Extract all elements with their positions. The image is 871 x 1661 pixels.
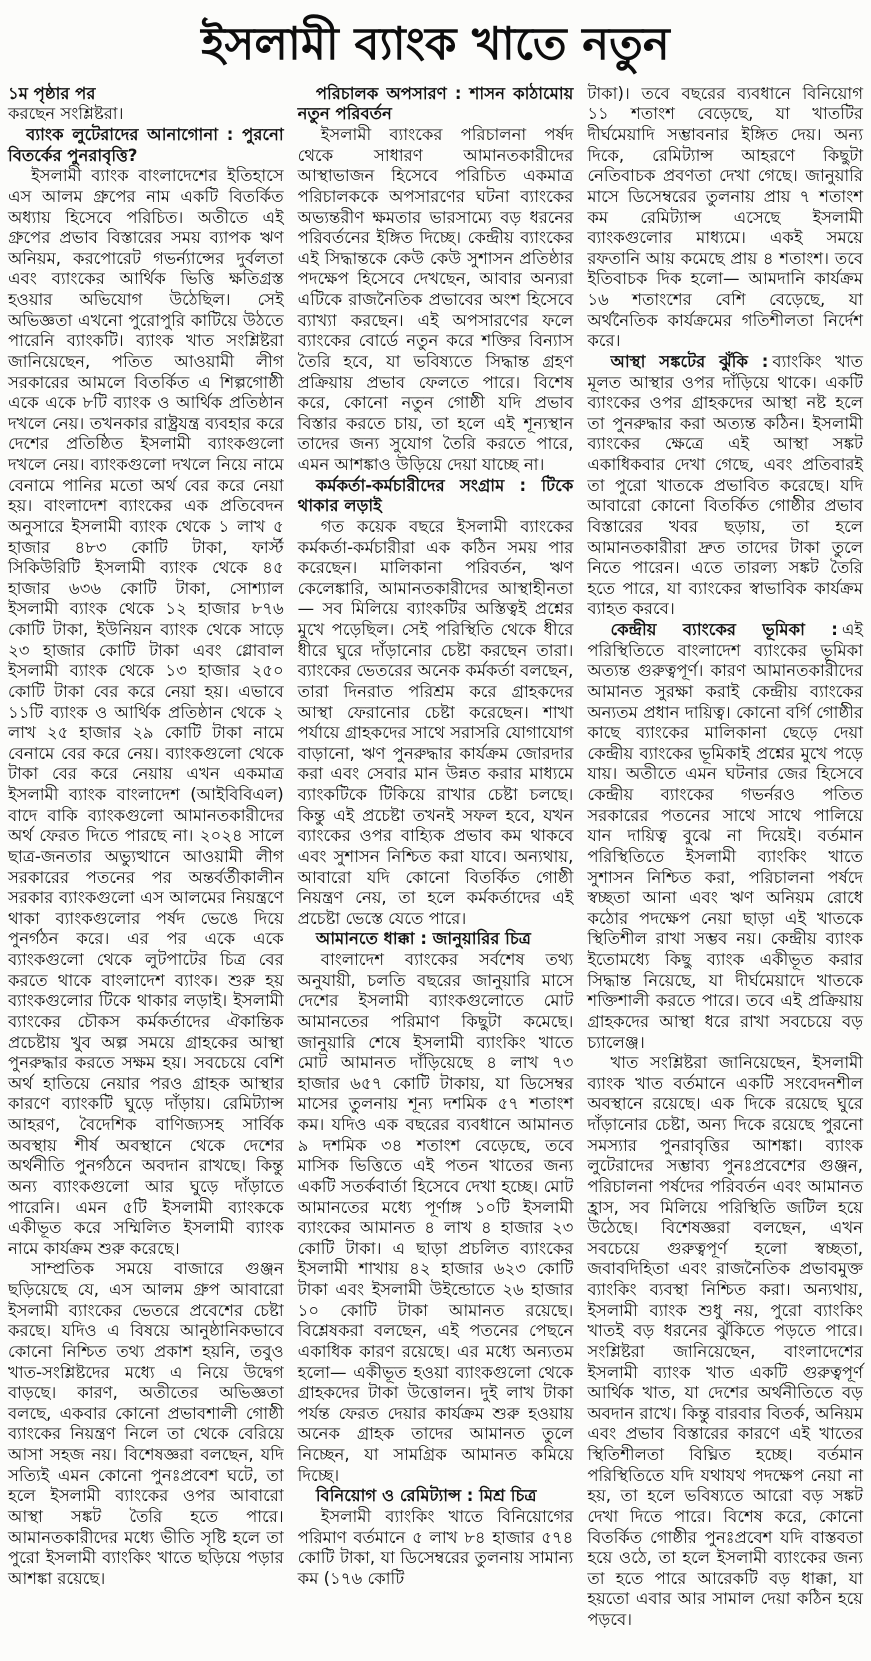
subhead-bank-looters-return: ব্যাংক লুটেরাদের আনাগোনা : পুরনো বিতর্কের পুনরাবৃত্তি? — [8, 125, 284, 165]
paragraph-staff-efforts: গত কয়েক বছরে ইসলামী ব্যাংকের কর্মকর্তা-কর্মচারীরা এক কঠিন সময় পার করেছেন। মালিকানা পরিবর্তন, ঋণ কেলেঙ্কারি, আমানতকারীদের আস্থাহীনতা— সব মিলিয়ে ব্যাংকটির অস্তিত্বই প্রশ্নের মুখে পড়েছিল। সেই পরিস্থিতি থেকে ধীরে ধীরে ঘুরে দাঁড়ানোর চেষ্টা করছেন তারা। ব্যাংকের ভেতরের অনেক কর্মকর্তা বলছেন, তারা দিনরাত পরিশ্রম করে গ্রাহকদের আস্থা ফেরানোর চেষ্টা করেছেন। শাখা পর্যায়ে গ্রাহকদের সাথে সরাসরি যোগাযোগ বাড়ানো, ঋণ পুনরুদ্ধার কার্যক্রম জোরদার করা এবং সেবার মান উন্নত করার মাধ্যমে ব্যাংকটিকে টিকিয়ে রাখার চেষ্টা চলছে। কিন্তু এই প্রচেষ্টা তখনই সফল হবে, যখন ব্যাংকের ওপর বাহ্যিক প্রভাব কম থাকবে এবং সুশাসন নিশ্চিত করা যাবে। অন্যথায়, আবারো যদি কোনো বিতর্কিত গোষ্ঠী নিয়ন্ত্রণ নেয়, তা হলে কর্মকর্তাদের এই প্রচেষ্টা ভেস্তে যেতে পারে। — [297, 516, 574, 928]
paragraph-reentry-rumors: সাম্প্রতিক সময়ে বাজারে গুঞ্জন ছড়িয়েছে যে, এস আলম গ্রুপ আবারো ইসলামী ব্যাংকের ভেতরে প্রবেশের চেষ্টা করছে। যদিও এ বিষয়ে আনুষ্ঠানিকভাবে কোনো নিশ্চিত তথ্য প্রকাশ হয়নি, তবুও খাত-সংশ্লিষ্টদের মধ্যে এ নিয়ে উদ্বেগ বাড়ছে। কারণ, অতীতের অভিজ্ঞতা বলছে, একবার কোনো প্রভাবশালী গোষ্ঠী ব্যাংকের নিয়ন্ত্রণ নিলে তা থেকে বেরিয়ে আসা সহজ নয়। বিশেষজ্ঞরা বলছেন, যদি সত্যিই এমন কোনো পুনঃপ্রবেশ ঘটে, তা হলে ইসলামী ব্যাংকের ওপর আবারো আস্থা সঙ্কট তৈরি হতে পারে। আমানতকারীদের মধ্যে ভীতি সৃষ্টি হলে তা পুরো ইসলামী ব্যাংকিং খাতে ছড়িয়ে পড়ার আশঙ্কা রয়েছে। — [8, 1259, 284, 1588]
paragraph-central-bank-role — [587, 620, 863, 1053]
column-right — [587, 84, 863, 1631]
carryover-line: করছেন সংশ্লিষ্টরা। — [8, 104, 124, 124]
subhead-deposit-shock-january: আমানতে ধাক্কা : জানুয়ারির চিত্র — [315, 929, 531, 949]
continued-from-page-label: ১ম পৃষ্ঠার পর — [8, 83, 96, 103]
paragraph-deposit-figures: বাংলাদেশ ব্যাংকের সর্বশেষ তথ্য অনুযায়ী, চলতি বছরের জানুয়ারি মাসে দেশের ইসলামী ব্যাংকগুলোতে মোট আমানতের পরিমাণ কিছুটা কমেছে। জানুয়ারি শেষে ইসলামী ব্যাংকিং খাতে মোট আমানত দাঁড়িয়েছে ৪ লাখ ৭৩ হাজার ৬৫৭ কোটি টাকায়, যা ডিসেম্বর মাসের তুলনায় শূন্য দশমিক ৫৭ শতাংশ কম। যদিও এক বছরের ব্যবধানে আমানত ৯ দশমিক ৩৪ শতাংশ বেড়েছে, তবে মাসিক ভিত্তিতে এই পতন খাতের জন্য একটি সতর্কবার্তা হিসেবে দেখা হচ্ছে। মোট আমানতের মধ্যে পূর্ণাঙ্গ ১০টি ইসলামী ব্যাংকের আমানত ৪ লাখ ৪ হাজার ২৩ কোটি টাকা। এ ছাড়া প্রচলিত ব্যাংকের ইসলামী শাখায় ৪২ হাজার ৬২৩ কোটি টাকা এবং ইসলামী উইন্ডোতে ২৬ হাজার ১০ কোটি টাকা আমানত রয়েছে। বিশ্লেষকরা বলছেন, এই পতনের পেছনে একাধিক কারণ রয়েছে। এর মধ্যে অন্যতম হলো— একীভূত হওয়া ব্যাংকগুলো থেকে গ্রাহকদের টাকা উত্তোলন। দুই লাখ টাকা পর্যন্ত ফেরত দেয়ার কার্যক্রম শুরু হওয়ায় অনেক গ্রাহক তাদের আমানত তুলে নিচ্ছেন, যা সামগ্রিক আমানত কমিয়ে দিচ্ছে। — [297, 950, 574, 1485]
article-columns — [8, 84, 863, 1631]
runin-text-central-bank-role: এই পরিস্থিতিতে বাংলাদেশ ব্যাংকের ভূমিকা অত্যন্ত গুরুত্বপূর্ণ। কারণ আমানতকারীদের আমানত সুরক্ষা করাই কেন্দ্রীয় ব্যাংকের অন্যতম প্রধান দায়িত্ব। কোনো বর্গি গোষ্ঠীর কাছে ব্যাংকের মালিকানা ছেড়ে দেয়া কেন্দ্রীয় ব্যাংকের ভূমিকাই প্রশ্নের মুখে পড়ে যায়। অতীতে এমন ঘটনার জের হিসেবে কেন্দ্রীয় ব্যাংকের গভর্নরও পতিত সরকারের পতনের সাথে সাথে পালিয়ে যান দায়িত্ব বুঝে না দিয়েই। বর্তমান পরিস্থিতিতে ইসলামী ব্যাংকিং খাতে সুশাসন নিশ্চিত করা, পরিচালনা পর্ষদে স্বচ্ছতা আনা এবং ঋণ অনিয়ম রোধে কঠোর পদক্ষেপ নেয়া ছাড়া এই খাতকে স্থিতিশীল রাখা সম্ভব নয়। কেন্দ্রীয় ব্যাংক ইতোমধ্যে কিছু ব্যাংক একীভূত করার সিদ্ধান্ত নিয়েছে, যা দীর্ঘমেয়াদে খাতকে শক্তিশালী করতে পারে। তবে এই প্রক্রিয়ায় গ্রাহকদের আস্থা ধরে রাখা সবচেয়ে বড় চ্যালেঞ্জ। — [587, 620, 864, 1052]
paragraph-salam-group-history: ইসলামী ব্যাংক বাংলাদেশের ইতিহাসে এস আলম গ্রুপের নাম একটি বিতর্কিত অধ্যায় হিসেবে পরিচিত। অতীতে এই গ্রুপের প্রভাব বিস্তারের সময় ব্যাপক ঋণ অনিয়ম, করপোরেট গভর্ন্যান্সের দুর্বলতা এবং ব্যাংকের আর্থিক ভিত্তি ক্ষতিগ্রস্ত হওয়ার অভিযোগ উঠেছিল। সেই অভিজ্ঞতা এখনো পুরোপুরি কাটিয়ে উঠতে পারেনি ব্যাংকটি। ব্যাংক খাত সংশ্লিষ্টরা জানিয়েছেন, পতিত আওয়ামী লীগ সরকারের আমলে বিতর্কিত এ শিল্পগোষ্ঠী একে একে ৮টি ব্যাংক ও আর্থিক প্রতিষ্ঠান দখলে নেয়। তখনকার রাষ্ট্রযন্ত্র ব্যবহার করে দেশের প্রতিষ্ঠিত ইসলামী ব্যাংকগুলো দখলে নেয়। ব্যাংকগুলো দখলে নিয়ে নামে বেনামে পানির মতো অর্থ বের করে নেয়া হয়। বাংলাদেশ ব্যাংকের এক প্রতিবেদন অনুসারে ইসলামী ব্যাংক থেকে ১ লাখ ৫ হাজার ৪৮৩ কোটি টাকা, ফার্স্ট সিকিউরিটি ইসলামী ব্যাংক থেকে ৪৫ হাজার ৬৩৬ কোটি টাকা, সোশ্যাল ইসলামী ব্যাংক থেকে ১২ হাজার ৮৭৬ কোটি টাকা, ইউনিয়ন ব্যাংক থেকে সাড়ে ২৩ হাজার কোটি টাকা এবং গ্লোবাল ইসলামী ব্যাংক থেকে ১৩ হাজার ২৫০ কোটি টাকা বের করে নেয়া হয়। এভাবে ১১টি ব্যাংক ও আর্থিক প্রতিষ্ঠান থেকে ২ লাখ ২৫ হাজার ২৯ কোটি টাকা নামে বেনামে বের করে নেয়। ব্যাংকগুলো থেকে টাকা বের করে নেয়ায় এখন একমাত্র ইসলামী ব্যাংক বাংলাদেশ (আইবিবিএল) বাদে বাকি ব্যাংকগুলো আমানতকারীদের অর্থ ফেরত দিতে পারছে না। ২০২৪ সালে ছাত্র-জনতার অভ্যুত্থানে আওয়ামী লীগ সরকারের পতনের পর অন্তর্বর্তীকালীন সরকার ব্যাংকগুলো এস আলমের নিয়ন্ত্রণে থাকা ব্যাংকগুলোর পর্ষদ ভেঙে দিয়ে পুনর্গঠন করে। এর পর একে একে ব্যাংকগুলো থেকে লুটপাটের চিত্র বের করতে থাকে বাংলাদেশ ব্যাংক। শুরু হয় ব্যাংকগুলোর টিকে থাকার লড়াই। ইসলামী ব্যাংকের চৌকস কর্মকর্তাদের ঐকান্তিক প্রচেষ্টায় খুব অল্প সময়ে গ্রাহকের আস্থা পুনরুদ্ধার করতে সক্ষম হয়। সবচেয়ে বেশি অর্থ হাতিয়ে নেয়ার পরও গ্রাহক আস্থার কারণে ব্যাংকটি ঘুড়ে দাঁড়ায়। রেমিট্যান্স আহরণ, বৈদেশিক বাণিজ্যসহ সার্বিক অবস্থায় শীর্ষ অবস্থানে থেকে দেশের অর্থনীতি পুনর্গঠনে অবদান রাখছে। কিন্তু অন্য ব্যাংকগুলো আর ঘুড়ে দাঁড়াতে পারেনি। এমন ৫টি ইসলামী ব্যাংককে একীভূত করে সম্মিলিত ইসলামী ব্যাংক নামে কার্যক্রম শুরু করেছে। — [8, 166, 284, 1258]
runin-head-trust-crisis-risk: আস্থা সঙ্কটের ঝুঁকি : — [610, 351, 769, 371]
paragraph-trust-crisis — [587, 352, 863, 620]
paragraph-investment-figures-start: ইসলামী ব্যাংকিং খাতে বিনিয়োগের পরিমাণ বর্তমানে ৫ লাখ ৮৪ হাজার ৫৭৪ কোটি টাকা, যা ডিসেম্বরের তুলনায় সামান্য কম (১৭৬ কোটি — [297, 1506, 574, 1588]
subhead-investment-remittance: বিনিয়োগ ও রেমিট্যান্স : মিশ্র চিত্র — [315, 1486, 537, 1506]
subhead-staff-struggle: কর্মকর্তা-কর্মচারীদের সংগ্রাম : টিকে থাকার লড়াই — [297, 475, 574, 516]
paragraph-investment-figures-continued: টাকা)। তবে বছরের ব্যবধানে বিনিয়োগ ১১ শতাংশ বেড়েছে, যা খাতটির দীর্ঘমেয়াদি সম্ভাবনার ইঙ্গিত দেয়। অন্য দিকে, রেমিট্যান্স আহরণে কিছুটা নেতিবাচক প্রবণতা দেখা গেছে। জানুয়ারি মাসে ডিসেম্বরের তুলনায় প্রায় ৭ শতাংশ কম রেমিট্যান্স এসেছে ইসলামী ব্যাংকগুলোর মাধ্যমে। একই সময়ে রফতানি আয় কমেছে প্রায় ৪ শতাংশ। তবে ইতিবাচক দিক হলো— আমদানি কার্যক্রম ১৬ শতাংশের বেশি বেড়েছে, যা অর্থনৈতিক কার্যক্রমের গতিশীলতা নির্দেশ করে। — [587, 83, 864, 351]
paragraph-board-power-shift: ইসলামী ব্যাংকের পরিচালনা পর্ষদ থেকে সাধারণ আমানতকারীদের আস্থাভাজন হিসেবে পরিচিত একমাত্র পরিচালককে অপসারণের ঘটনা ব্যাংকের অভ্যন্তরীণ ক্ষমতার ভারসাম্যে বড় ধরনের পরিবর্তনের ইঙ্গিত দিচ্ছে। কেন্দ্রীয় ব্যাংকের এই সিদ্ধান্তকে কেউ কেউ সুশাসন প্রতিষ্ঠার পদক্ষেপ হিসেবে দেখছেন, আবার অন্যরা এটিকে রাজনৈতিক প্রভাবের অংশ হিসেবে ব্যাখ্যা করছেন। এই অপসারণের ফলে ব্যাংকের বোর্ডে নতুন করে শক্তির বিন্যাস তৈরি হবে, যা ভবিষ্যতে সিদ্ধান্ত গ্রহণ প্রক্রিয়ায় প্রভাব ফেলতে পারে। বিশেষ করে, কোনো নতুন গোষ্ঠী যদি প্রভাব বিস্তার করতে চায়, তা হলে এই শূন্যস্থান তাদের জন্য সুযোগ তৈরি করতে পারে, এমন আশঙ্কাও উড়িয়ে দেয়া যাচ্ছে না। — [297, 125, 574, 474]
column-middle — [298, 84, 574, 1590]
runin-text-trust-crisis: ব্যাংকিং খাত মূলত আস্থার ওপর দাঁড়িয়ে থাকে। একটি ব্যাংকের ওপর গ্রাহকদের আস্থা নষ্ট হলে তা পুনরুদ্ধার করা অত্যন্ত কঠিন। ইসলামী ব্যাংকের ক্ষেত্রে এই আস্থা সঙ্কট একাধিকবার দেখা গেছে, এবং প্রতিবারই তা পুরো খাতকে প্রভাবিত করেছে। যদি আবারো কোনো বিতর্কিত গোষ্ঠীর প্রভাব বিস্তারের খবর ছড়ায়, তা হলে আমানতকারীরা দ্রুত তাদের টাকা তুলে নিতে পারেন। এতে তারল্য সঙ্কট তৈরি হতে পারে, যা ব্যাংকের স্বাভাবিক কার্যক্রম ব্যাহত করবে। — [587, 351, 864, 619]
runin-head-central-bank-role: কেন্দ্রীয় ব্যাংকের ভূমিকা : — [610, 620, 838, 639]
article-headline: ইসলামী ব্যাংক খাতে নতুন — [201, 17, 670, 70]
column-left — [8, 84, 284, 1590]
paragraph-sector-outlook: খাত সংশ্লিষ্টরা জানিয়েছেন, ইসলামী ব্যাংক খাত বর্তমানে একটি সংবেদনশীল অবস্থানে রয়েছে। এক দিকে রয়েছে ঘুরে দাঁড়ানোর চেষ্টা, অন্য দিকে রয়েছে পুরনো সমস্যার পুনরাবৃত্তির আশঙ্কা। ব্যাংক লুটেরাদের সম্ভাব্য পুনঃপ্রবেশের গুঞ্জন, পরিচালনা পর্ষদের পরিবর্তন এবং আমানত হ্রাস, সব মিলিয়ে পরিস্থিতি জটিল হয়ে উঠেছে। বিশেষজ্ঞরা বলছেন, এখন সবচেয়ে গুরুত্বপূর্ণ হলো স্বচ্ছতা, জবাবদিহিতা এবং রাজনৈতিক প্রভাবমুক্ত ব্যাংকিং ব্যবস্থা নিশ্চিত করা। অন্যথায়, ইসলামী ব্যাংক শুধু নয়, পুরো ব্যাংকিং খাতই বড় ধরনের ঝুঁকিতে পড়তে পারে। সংশ্লিষ্টরা জানিয়েছেন, বাংলাদেশের ইসলামী ব্যাংক খাত একটি গুরুত্বপূর্ণ আর্থিক খাত, যা দেশের অর্থনীতিতে বড় অবদান রাখে। কিন্তু বারবার বিতর্ক, অনিয়ম এবং প্রভাব বিস্তারের কারণে এই খাতের স্থিতিশীলতা বিঘ্নিত হচ্ছে। বর্তমান পরিস্থিতিতে যদি যথাযথ পদক্ষেপ নেয়া না হয়, তা হলে ভবিষ্যতে আরো বড় সঙ্কট দেখা দিতে পারে। বিশেষ করে, কোনো বিতর্কিত গোষ্ঠীর পুনঃপ্রবেশ যদি বাস্তবতা হয়ে ওঠে, তা হলে ইসলামী ব্যাংকের জন্য তা হতে পারে আরেকটি বড় ধাক্কা, যা হয়তো এবার আর সামাল দেয়া কঠিন হয়ে পড়বে। — [587, 1053, 864, 1629]
subhead-director-removal: পরিচালক অপসারণ : শাসন কাঠামোয় নতুন পরিবর্তন — [297, 83, 574, 124]
